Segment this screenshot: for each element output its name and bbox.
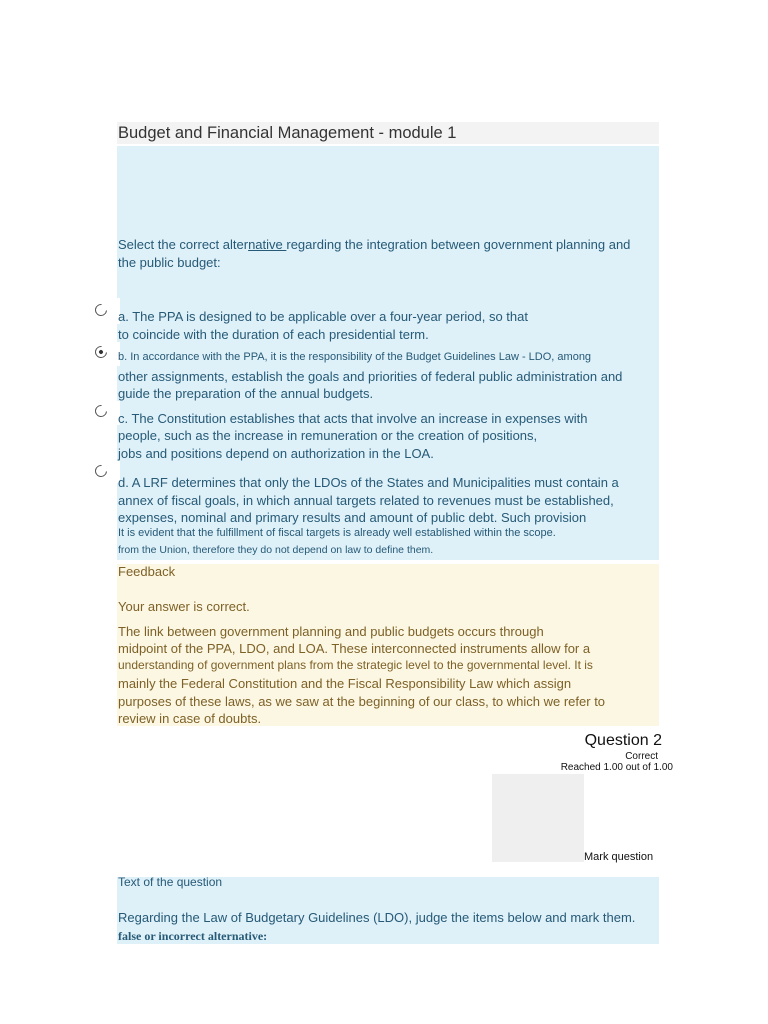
page-title: Budget and Financial Management - module 1 <box>118 124 457 142</box>
option-c-line-1[interactable]: c. The Constitution establishes that acts that involve an increase in expenses with <box>118 411 588 426</box>
option-a-line-1[interactable]: a. The PPA is designed to be applicable over a four-year period, so that <box>118 309 528 324</box>
question-2-text-heading: Text of the question <box>118 875 223 889</box>
option-b-line-3[interactable]: guide the preparation of the annual budgets. <box>118 386 374 401</box>
option-c-line-2[interactable]: people, such as the increase in remuneration or the creation of positions, <box>118 428 538 443</box>
prompt-text-after: regarding the integration between government planning and <box>286 237 631 252</box>
feedback-line-4: mainly the Federal Constitution and the Fiscal Responsibility Law which assign <box>118 676 572 691</box>
question-2-number: Question 2 <box>584 732 662 749</box>
option-d-line-1[interactable]: d. A LRF determines that only the LDOs of the States and Municipalities must contain a <box>118 475 619 490</box>
question-2-grade: Reached 1.00 out of 1.00 <box>560 762 673 773</box>
option-a-line-2[interactable]: to coincide with the duration of each presidential term. <box>118 327 429 342</box>
feedback-line-6: review in case of doubts. <box>118 711 262 726</box>
option-c-line-3[interactable]: jobs and positions depend on authorization in the LOA. <box>118 446 434 461</box>
question-2-text: Regarding the Law of Budgetary Guidelines (LDO), judge the items below and mark them. <box>118 910 636 925</box>
question-2-bold-text: false or incorrect alternative: <box>118 929 268 943</box>
option-d-line-5[interactable]: from the Union, therefore they do not depend on law to define them. <box>118 544 434 556</box>
question-1-prompt-line-2: the public budget: <box>118 255 221 270</box>
flag-question-box[interactable] <box>492 774 584 862</box>
prompt-text-underlined: native <box>248 237 287 252</box>
feedback-line-2: midpoint of the PPA, LDO, and LOA. These interconnected instruments allow for a <box>118 641 591 656</box>
feedback-line-3: understanding of government plans from the strategic level to the governmental level. It is <box>118 658 593 672</box>
question-1-prompt-line-1 <box>118 236 630 253</box>
option-d-line-3[interactable]: expenses, nominal and primary results and amount of public debt. Such provision <box>118 510 587 525</box>
feedback-heading: Feedback <box>118 564 176 579</box>
option-d-line-2[interactable]: annex of fiscal goals, in which annual targets related to revenues must be established, <box>118 493 614 508</box>
feedback-line-5: purposes of these laws, as we saw at the beginning of our class, to which we refer to <box>118 694 606 709</box>
feedback-line-1: The link between government planning and public budgets occurs through <box>118 624 544 639</box>
prompt-text-before: Select the correct alter <box>118 237 249 252</box>
mark-question-link[interactable]: Mark question <box>584 851 654 863</box>
feedback-result: Your answer is correct. <box>118 599 250 614</box>
radio-selected-dot <box>98 349 104 355</box>
option-b-line-2[interactable]: other assignments, establish the goals and priorities of federal public administration and <box>118 369 623 384</box>
option-b-line-1[interactable]: b. In accordance with the PPA, it is the responsibility of the Budget Guidelines Law - LDO, among <box>118 351 592 363</box>
option-d-line-4[interactable]: It is evident that the fulfillment of fiscal targets is already well established within the scope. <box>118 527 556 539</box>
question-2-status: Correct <box>625 751 658 762</box>
